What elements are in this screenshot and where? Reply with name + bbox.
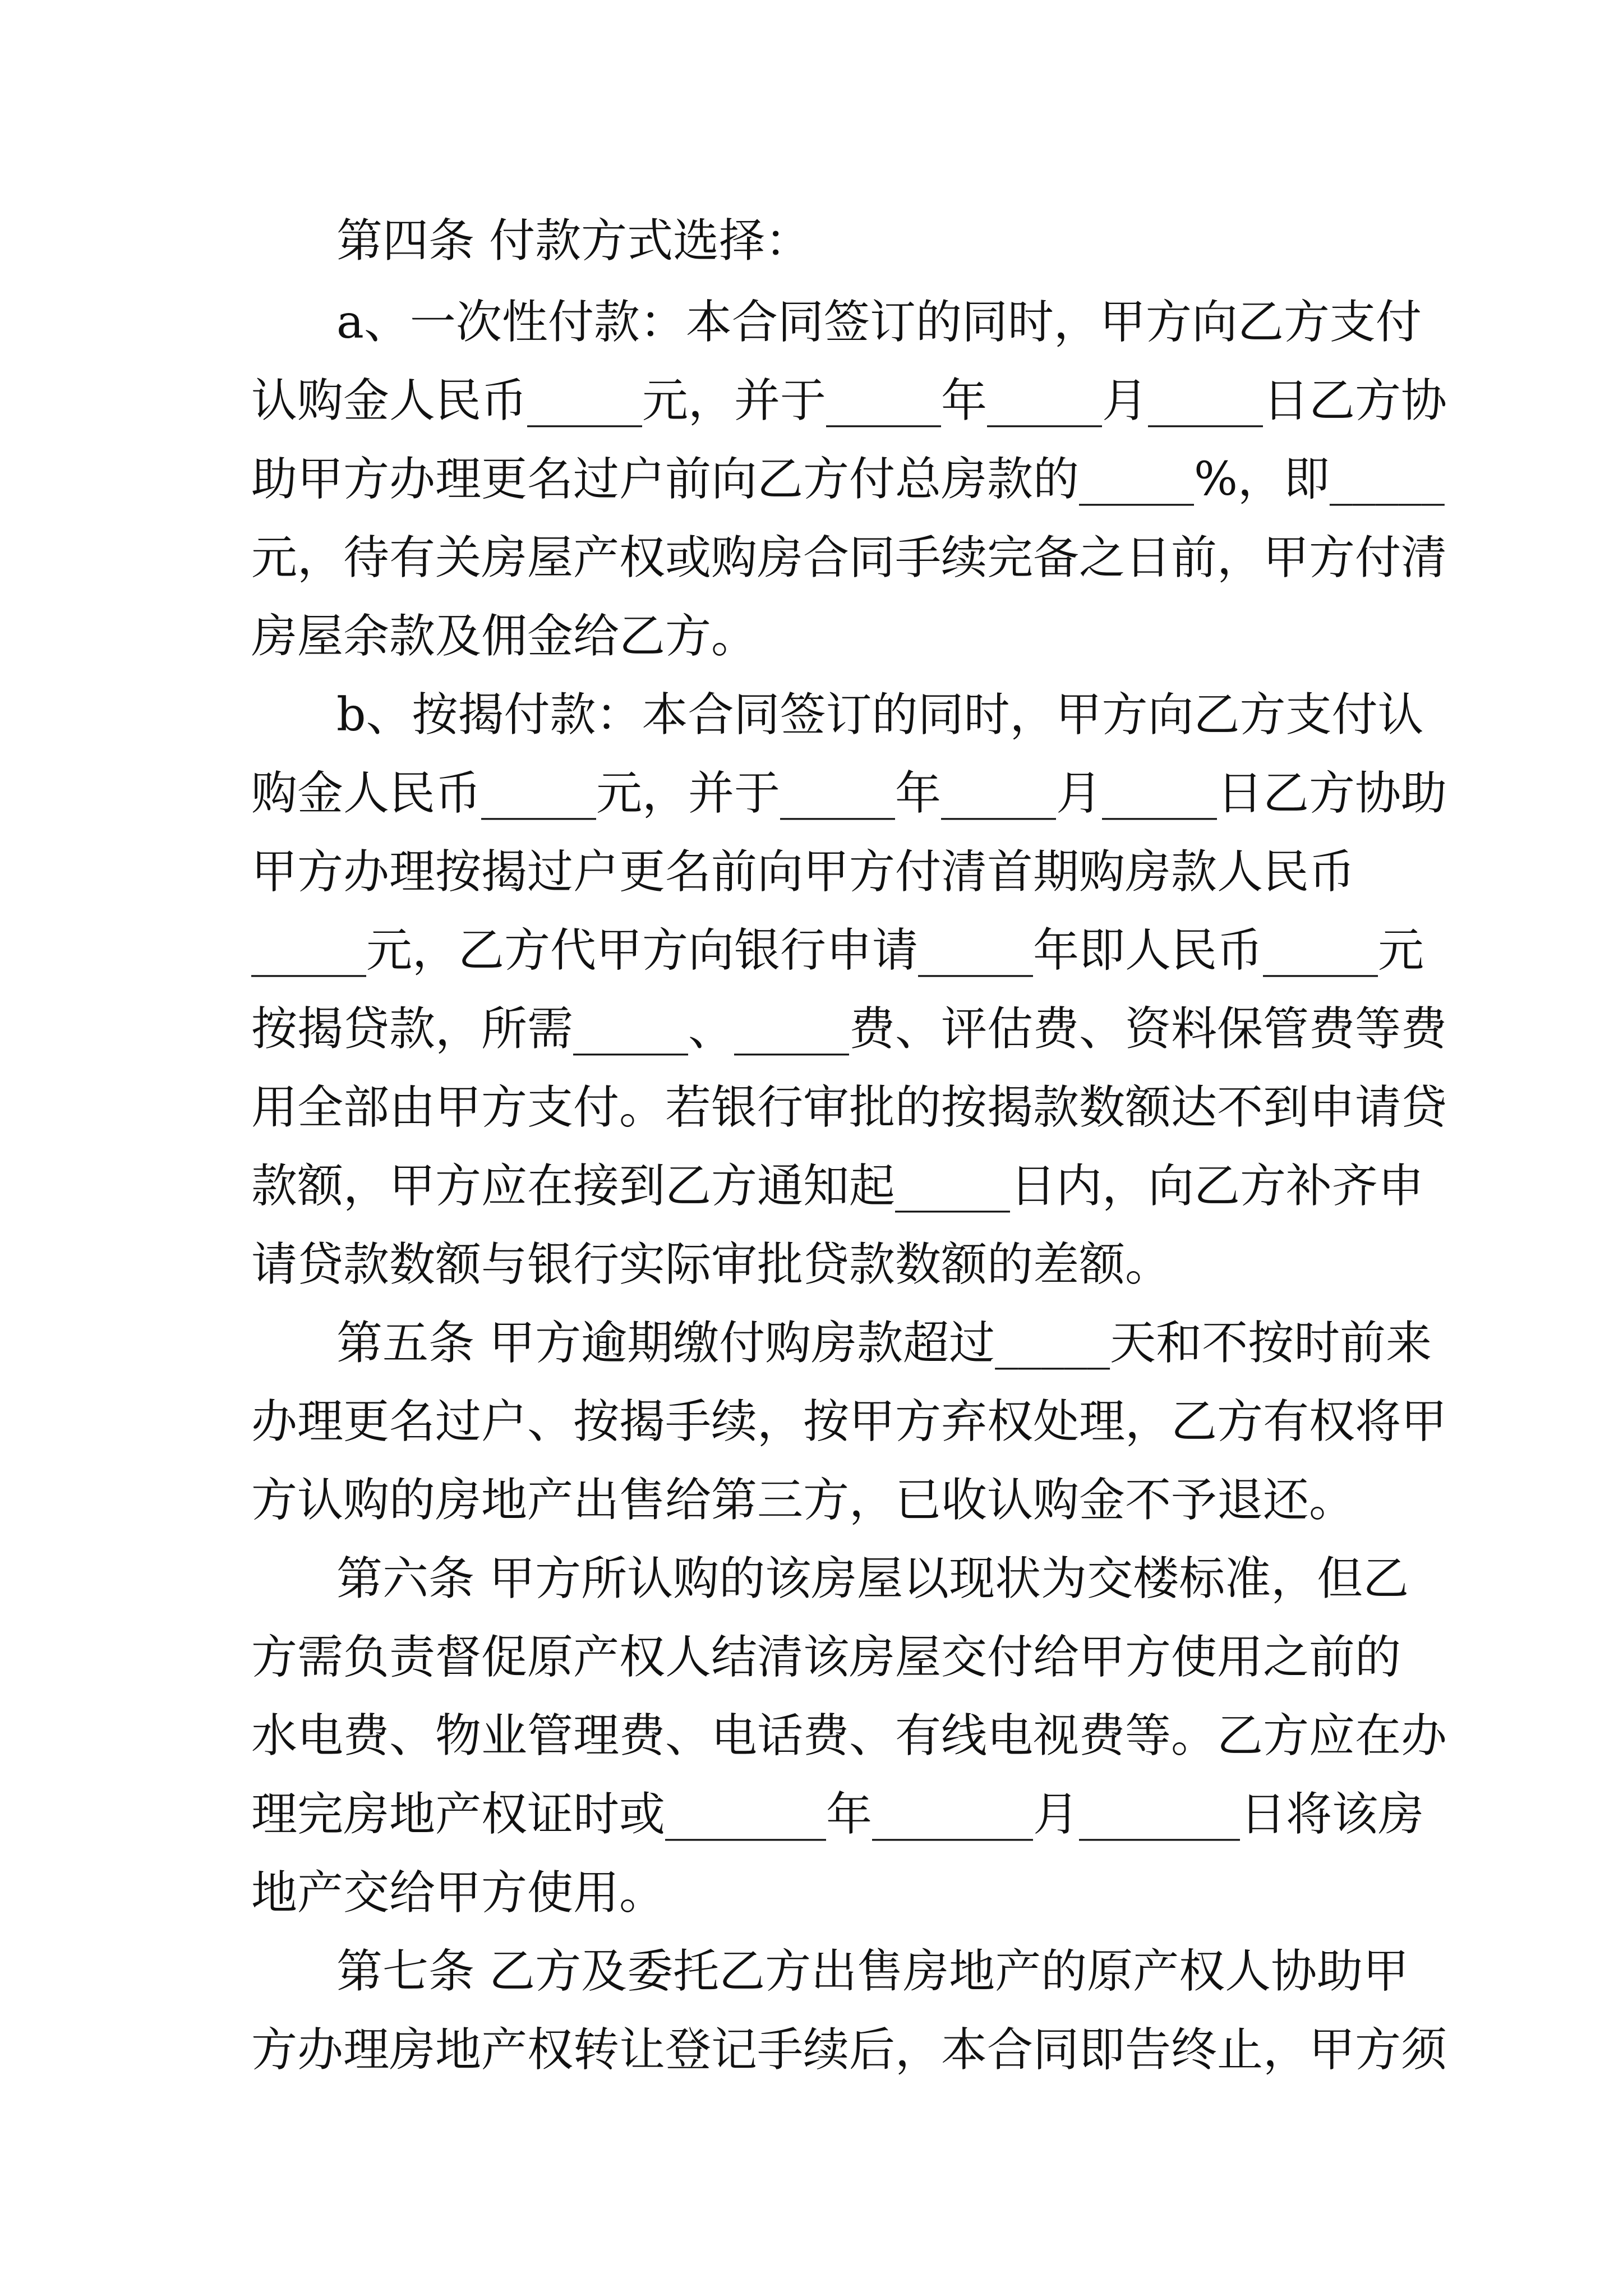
text-line: b、按揭付款：本合同签订的同时，甲方向乙方支付认 [336,688,1424,742]
text-line: 按揭贷款，所需_____、_____费、评估费、资料保管费等费 [251,1002,1447,1056]
text-line: 甲方办理按揭过户更名前向甲方付清首期购房款人民币 [251,845,1355,899]
text-line: 款额，甲方应在接到乙方通知起_____日内，向乙方补齐申 [251,1159,1424,1213]
text-line: 水电费、物业管理费、电话费、有线电视费等。乙方应在办 [251,1709,1447,1763]
text-line: 第七条 乙方及委托乙方出售房地产的原产权人协助甲 [336,1945,1409,1998]
text-line: 地产交给甲方使用。 [251,1866,666,1920]
text-line: 用全部由甲方支付。若银行审批的按揭款数额达不到申请贷 [251,1081,1447,1134]
text-line: 第六条 甲方所认购的该房屋以现状为交楼标准，但乙 [336,1552,1409,1605]
text-line: 房屋余款及佣金给乙方。 [251,610,758,663]
text-line: 助甲方办理更名过户前向乙方付总房款的_____%，即_____ [251,453,1445,506]
text-line: 办理更名过户、按揭手续，按甲方弃权处理，乙方有权将甲 [251,1395,1447,1448]
text-line: 认购金人民币_____元，并于_____年_____月_____日乙方协 [251,374,1447,427]
text-line: 购金人民币_____元，并于_____年_____月_____日乙方协助 [251,767,1447,820]
text-line: a、一次性付款：本合同签订的同时，甲方向乙方支付 [336,296,1422,349]
text-line: 理完房地产权证时或_______年_______月_______日将该房 [251,1788,1424,1841]
text-line: 请贷款数额与银行实际审批贷款数额的差额。 [251,1238,1172,1291]
text-line: 第五条 甲方逾期缴付购房款超过_____天和不按时前来 [336,1317,1432,1370]
text-line: 元，待有关房屋产权或购房合同手续完备之日前，甲方付清 [251,531,1447,585]
text-line: 第四条 付款方式选择： [336,214,811,268]
text-line: 方办理房地产权转让登记手续后，本合同即告终止，甲方须 [251,2023,1447,2077]
text-line: _____元，乙方代甲方向银行申请_____年即人民币_____元 [251,924,1424,977]
text-line: 方认购的房地产出售给第三方，已收认购金不予退还。 [251,1474,1355,1527]
text-line: 方需负责督促原产权人结清该房屋交付给甲方使用之前的 [251,1631,1401,1684]
